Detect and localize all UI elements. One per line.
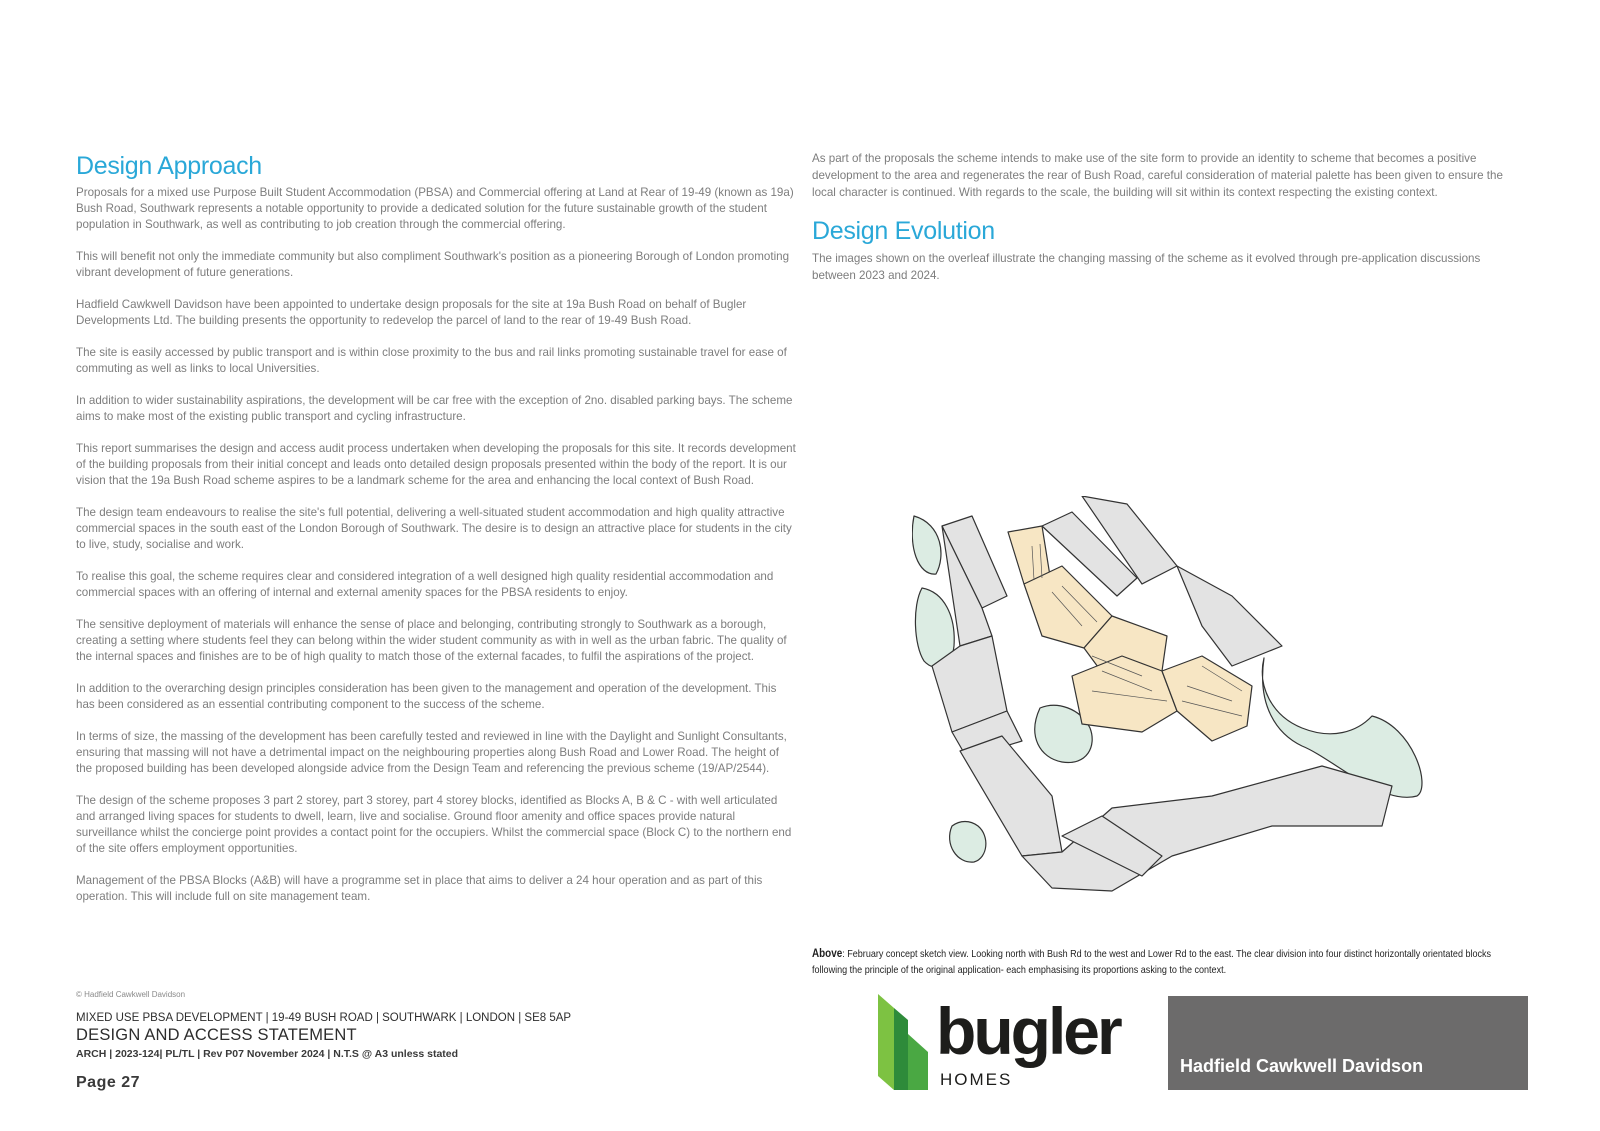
paragraph: The design of the scheme proposes 3 part 2 storey, part 3 storey, part 4 storey blocks, identified as Blocks A, B & C - with well articulated and arranged living spaces for students to dwell, learn, live and socialise. Ground floor amenity and office spaces provide natural surveillance whilst the concierge point provides a contact point for the occupiers. Whilst the commercial space (Block C) to the northern end of the site offers employment opportunities.	[76, 794, 792, 855]
neighbour-building	[1177, 566, 1282, 666]
design-evolution-heading: Design Evolution	[812, 217, 995, 245]
footer-document-title: DESIGN AND ACCESS STATEMENT	[76, 1026, 357, 1044]
bugler-mark-icon	[878, 994, 932, 1090]
design-evolution-section	[812, 150, 1524, 300]
tree	[912, 516, 941, 574]
page-value: 27	[121, 1074, 140, 1091]
paragraph: In addition to the overarching design principles consideration has been given to the management and operation of the development. This has been considered as an essential contributing component to the success of the scheme.	[76, 682, 777, 711]
paragraph: In terms of size, the massing of the development has been carefully tested and reviewed in line with the Daylight and Sunlight Consultants, ensuring that massing will not have a detrimental impact on the neighbouring properties along Bush Road and Lower Road. The height of the proposed building has been developed alongside advice from the Design Team and referencing the previous scheme (19/AP/2544).	[76, 730, 787, 775]
paragraph: Management of the PBSA Blocks (A&B) will have a programme set in place that aims to deliver a 24 hour operation and as part of this operation. This will include full on site management team.	[76, 874, 763, 903]
caption-text: : February concept sketch view. Looking north with Bush Rd to the west and Lower Rd to the east. The clear division into four distinct horizontally orientated blocks following the principle of the original application- each emphasising its proportions asking to the context.	[812, 948, 1492, 976]
footer-project-line: MIXED USE PBSA DEVELOPMENT | 19-49 BUSH ROAD | SOUTHWARK | LONDON | SE8 5AP	[76, 1012, 572, 1024]
bugler-wordmark: bugler	[936, 994, 1120, 1068]
concept-sketch-image	[912, 496, 1472, 928]
intro-paragraph: As part of the proposals the scheme intends to make use of the site form to provide an identity to scheme that becomes a positive development to the area and regenerates the rear of Bush Road, careful consideration of material palette has been given to ensure the local character is continued. With regards to the scale, the building will sit within its context respecting the existing context.	[812, 152, 1503, 199]
evolution-paragraph: The images shown on the overleaf illustrate the changing massing of the scheme as it evolved through pre-application discussions between 2023 and 2024.	[812, 252, 1481, 282]
paragraph: This report summarises the design and access audit process undertaken when developing the proposals for this site. It records development of the building proposals from their initial concept and leads onto detailed design proposals presented within the body of the report. It is our vision that the 19a Bush Road scheme aspires to be a landmark scheme for the area and enhancing the local context of Bush Road.	[76, 442, 796, 487]
hcd-logo-box	[1168, 996, 1528, 1090]
concept-sketch-drawing	[912, 496, 1472, 928]
paragraph: The sensitive deployment of materials will enhance the sense of place and belonging, contributing strongly to Southwark as a borough, creating a setting where students feel they can belong within the wider student community as with in well as the urban fabric. The quality of the internal spaces and finishes are to be of high quality to match those of the external facades, to fulfil the aspirations of the project.	[76, 618, 787, 663]
paragraph: In addition to wider sustainability aspirations, the development will be car free with the exception of 2no. disabled parking bays. The scheme aims to make most of the existing public transport and cycling infrastructure.	[76, 394, 793, 423]
paragraph: The site is easily accessed by public transport and is within close proximity to the bus and rail links promoting sustainable travel for ease of commuting as well as links to local Universities.	[76, 346, 787, 375]
paragraph: The design team endeavours to realise the site's full potential, delivering a well-situated student accommodation and high quality attractive commercial spaces in the south east of the London Borough of Southwark. The desire is to design an attractive place for students in the city to live, study, socialise and work.	[76, 506, 792, 551]
page-label: Page	[76, 1074, 117, 1091]
tree	[950, 822, 986, 863]
paragraph: Proposals for a mixed use Purpose Built Student Accommodation (PBSA) and Commercial offering at Land at Rear of 19-49 (known as 19a) Bush Road, Southwark represents a notable opportunity to provide a dedicated solution for the future sustainable growth of the student population in Southwark, as well as contributing to job creation through the commercial offering.	[76, 186, 794, 231]
bugler-homes-logo	[878, 994, 1148, 1094]
footer-reference: ARCH | 2023-124| PL/TL | Rev P07 November 2024 | N.T.S @ A3 unless stated	[76, 1048, 459, 1060]
bugler-homes-text: HOMES	[940, 1070, 1013, 1089]
caption-label: Above	[812, 948, 843, 960]
design-approach-section	[76, 152, 796, 921]
sketch-caption	[812, 946, 1517, 978]
paragraph: To realise this goal, the scheme requires clear and considered integration of a well designed high quality residential accommodation and commercial spaces with an offering of internal and external amenity spaces for the PBSA residents to enjoy.	[76, 570, 774, 599]
page-number	[76, 1074, 140, 1092]
design-approach-heading: Design Approach	[76, 152, 262, 180]
copyright-notice: © Hadfield Cawkwell Davidson	[76, 990, 186, 999]
paragraph: Hadfield Cawkwell Davidson have been appointed to undertake design proposals for the site at 19a Bush Road on behalf of Bugler Developments Ltd. The building presents the opportunity to redevelop the parcel of land to the rear of 19-49 Bush Road.	[76, 298, 747, 327]
hcd-logo-text: Hadfield Cawkwell Davidson	[1180, 1056, 1424, 1076]
paragraph: This will benefit not only the immediate community but also compliment Southwark's position as a pioneering Borough of London promoting vibrant development of future generations.	[76, 250, 790, 279]
